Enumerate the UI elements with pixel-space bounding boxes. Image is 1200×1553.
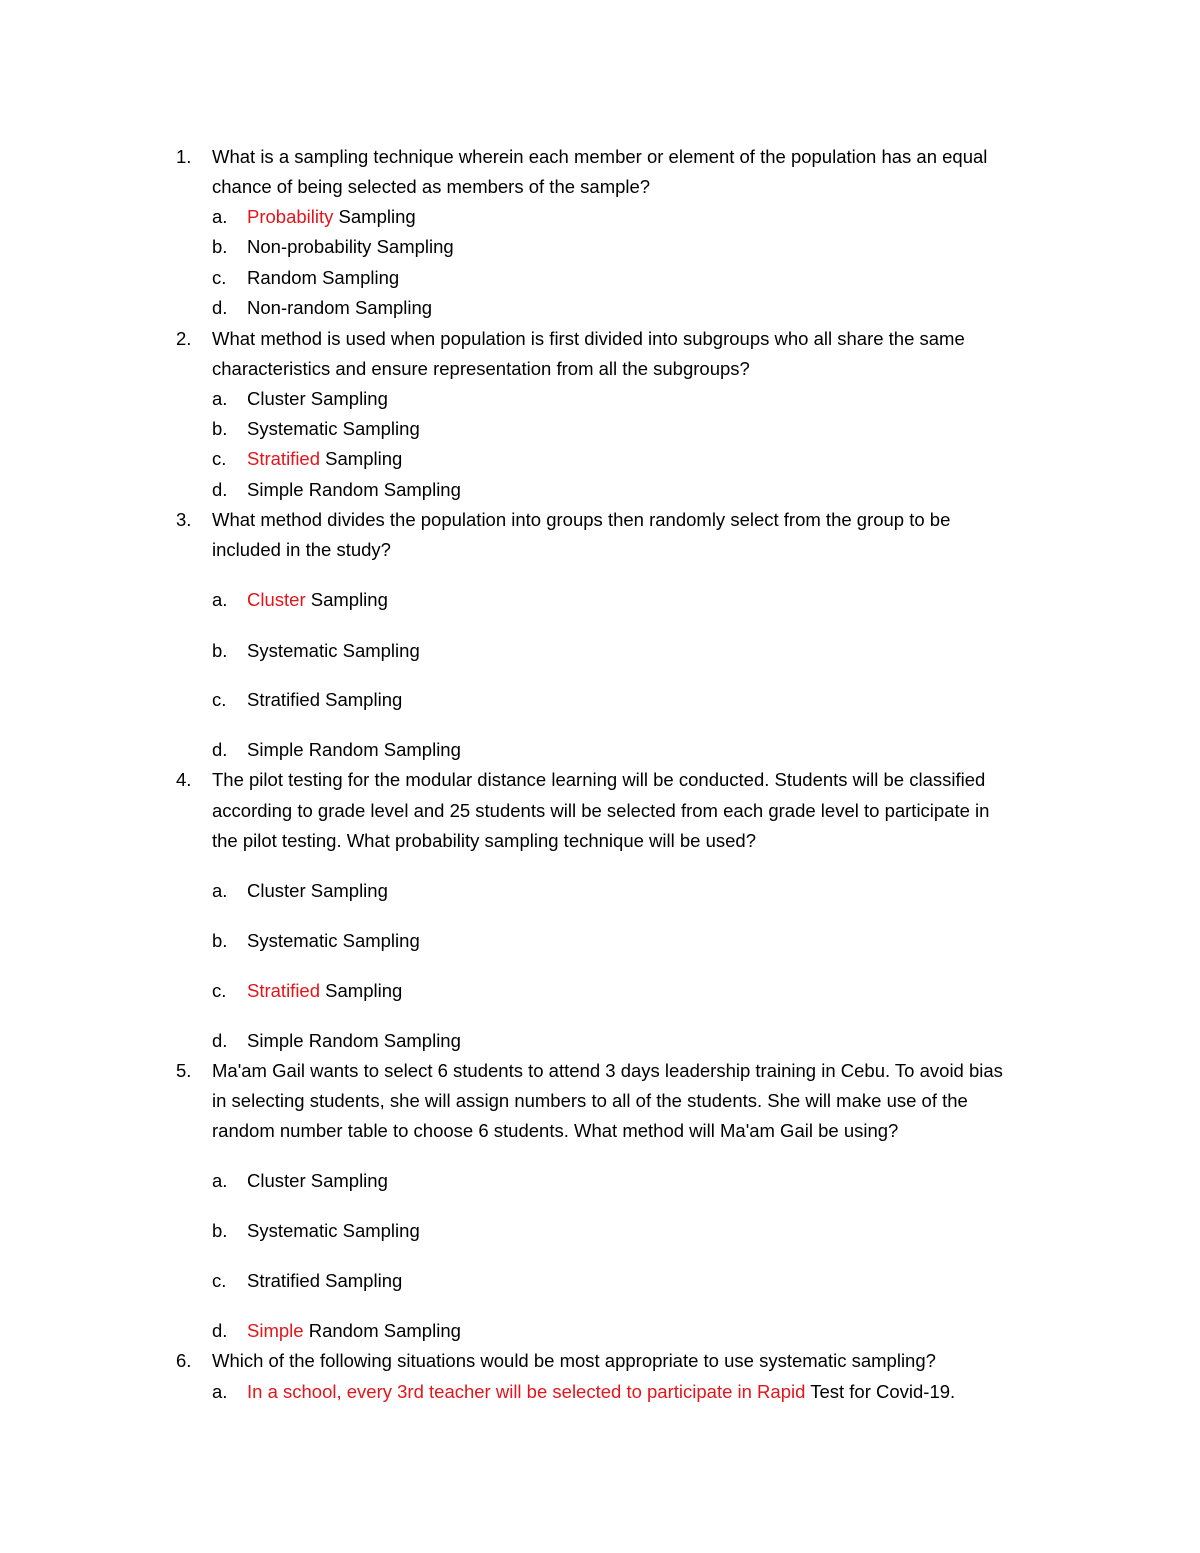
option-letter: d. [212,479,228,500]
option-text: Systematic Sampling [247,418,420,439]
question-text: included in the study? [212,539,391,560]
option-text: Simple Random Sampling [247,479,461,500]
option-letter: c. [212,980,227,1001]
option-text [247,1381,955,1403]
option-text [247,206,416,228]
question-text: according to grade level and 25 students will be selected from each grade level to participate in [212,800,990,821]
option-rest: Sampling [333,206,416,227]
option-text: Simple Random Sampling [247,1030,461,1051]
option-letter: b. [212,640,228,661]
question-number: 6. [176,1350,192,1371]
option-letter: c. [212,689,227,710]
option-letter: d. [212,739,228,760]
answer-highlight: Simple [247,1320,304,1341]
option-text: Cluster Sampling [247,880,388,901]
answer-highlight: Stratified [247,448,321,469]
option-letter: d. [212,1320,228,1341]
question-number: 3. [176,509,192,530]
option-text [247,448,402,470]
option-text [247,1320,461,1342]
option-letter: b. [212,236,228,257]
option-text [247,589,388,611]
question-text: characteristics and ensure representation from all the subgroups? [212,358,750,379]
answer-highlight: Probability [247,206,334,227]
option-rest: Sampling [305,589,388,610]
option-letter: d. [212,1030,228,1051]
question-text: Ma'am Gail wants to select 6 students to attend 3 days leadership training in Cebu. To avoid bias [212,1060,1003,1081]
option-rest: Sampling [320,980,403,1001]
option-letter: a. [212,1170,228,1191]
question-text: chance of being selected as members of the sample? [212,176,651,197]
option-letter: a. [212,388,228,409]
option-letter: a. [212,206,228,227]
option-letter: a. [212,880,228,901]
option-text: Non-probability Sampling [247,236,454,257]
answer-highlight: Cluster [247,589,306,610]
option-text: Stratified Sampling [247,1270,403,1291]
option-letter: b. [212,930,228,951]
option-text: Random Sampling [247,267,400,288]
question-text: random number table to choose 6 students. What method will Ma'am Gail be using? [212,1120,899,1141]
option-text: Systematic Sampling [247,930,420,951]
option-text: Cluster Sampling [247,1170,388,1191]
option-letter: d. [212,297,228,318]
question-text: the pilot testing. What probability sampling technique will be used? [212,830,757,851]
option-rest: Test for Covid-19. [805,1381,956,1402]
option-letter: a. [212,589,228,610]
option-text: Simple Random Sampling [247,739,461,760]
question-number: 2. [176,328,192,349]
option-text: Non-random Sampling [247,297,433,318]
question-text: What is a sampling technique wherein each member or element of the population has an equal [212,146,988,167]
option-letter: a. [212,1381,228,1402]
question-number: 4. [176,769,192,790]
question-text: in selecting students, she will assign numbers to all of the students. She will make use of the [212,1090,968,1111]
option-letter: c. [212,1270,227,1291]
option-letter: b. [212,1220,228,1241]
option-text: Cluster Sampling [247,388,388,409]
question-number: 5. [176,1060,192,1081]
question-text: What method is used when population is first divided into subgroups who all share the same [212,328,965,349]
option-rest: Random Sampling [303,1320,461,1341]
question-text: What method divides the population into groups then randomly select from the group to be [212,509,951,530]
question-text: The pilot testing for the modular distance learning will be conducted. Students will be classified [212,769,986,790]
option-letter: c. [212,267,227,288]
option-letter: b. [212,418,228,439]
question-number: 1. [176,146,192,167]
answer-highlight: In a school, every 3rd teacher will be selected to participate in Rapid [247,1381,806,1402]
answer-highlight: Stratified [247,980,321,1001]
option-text: Stratified Sampling [247,689,403,710]
option-letter: c. [212,448,227,469]
option-text: Systematic Sampling [247,1220,420,1241]
question-text: Which of the following situations would be most appropriate to use systematic sampling? [212,1350,936,1371]
option-text: Systematic Sampling [247,640,420,661]
option-text [247,980,402,1002]
option-rest: Sampling [320,448,403,469]
